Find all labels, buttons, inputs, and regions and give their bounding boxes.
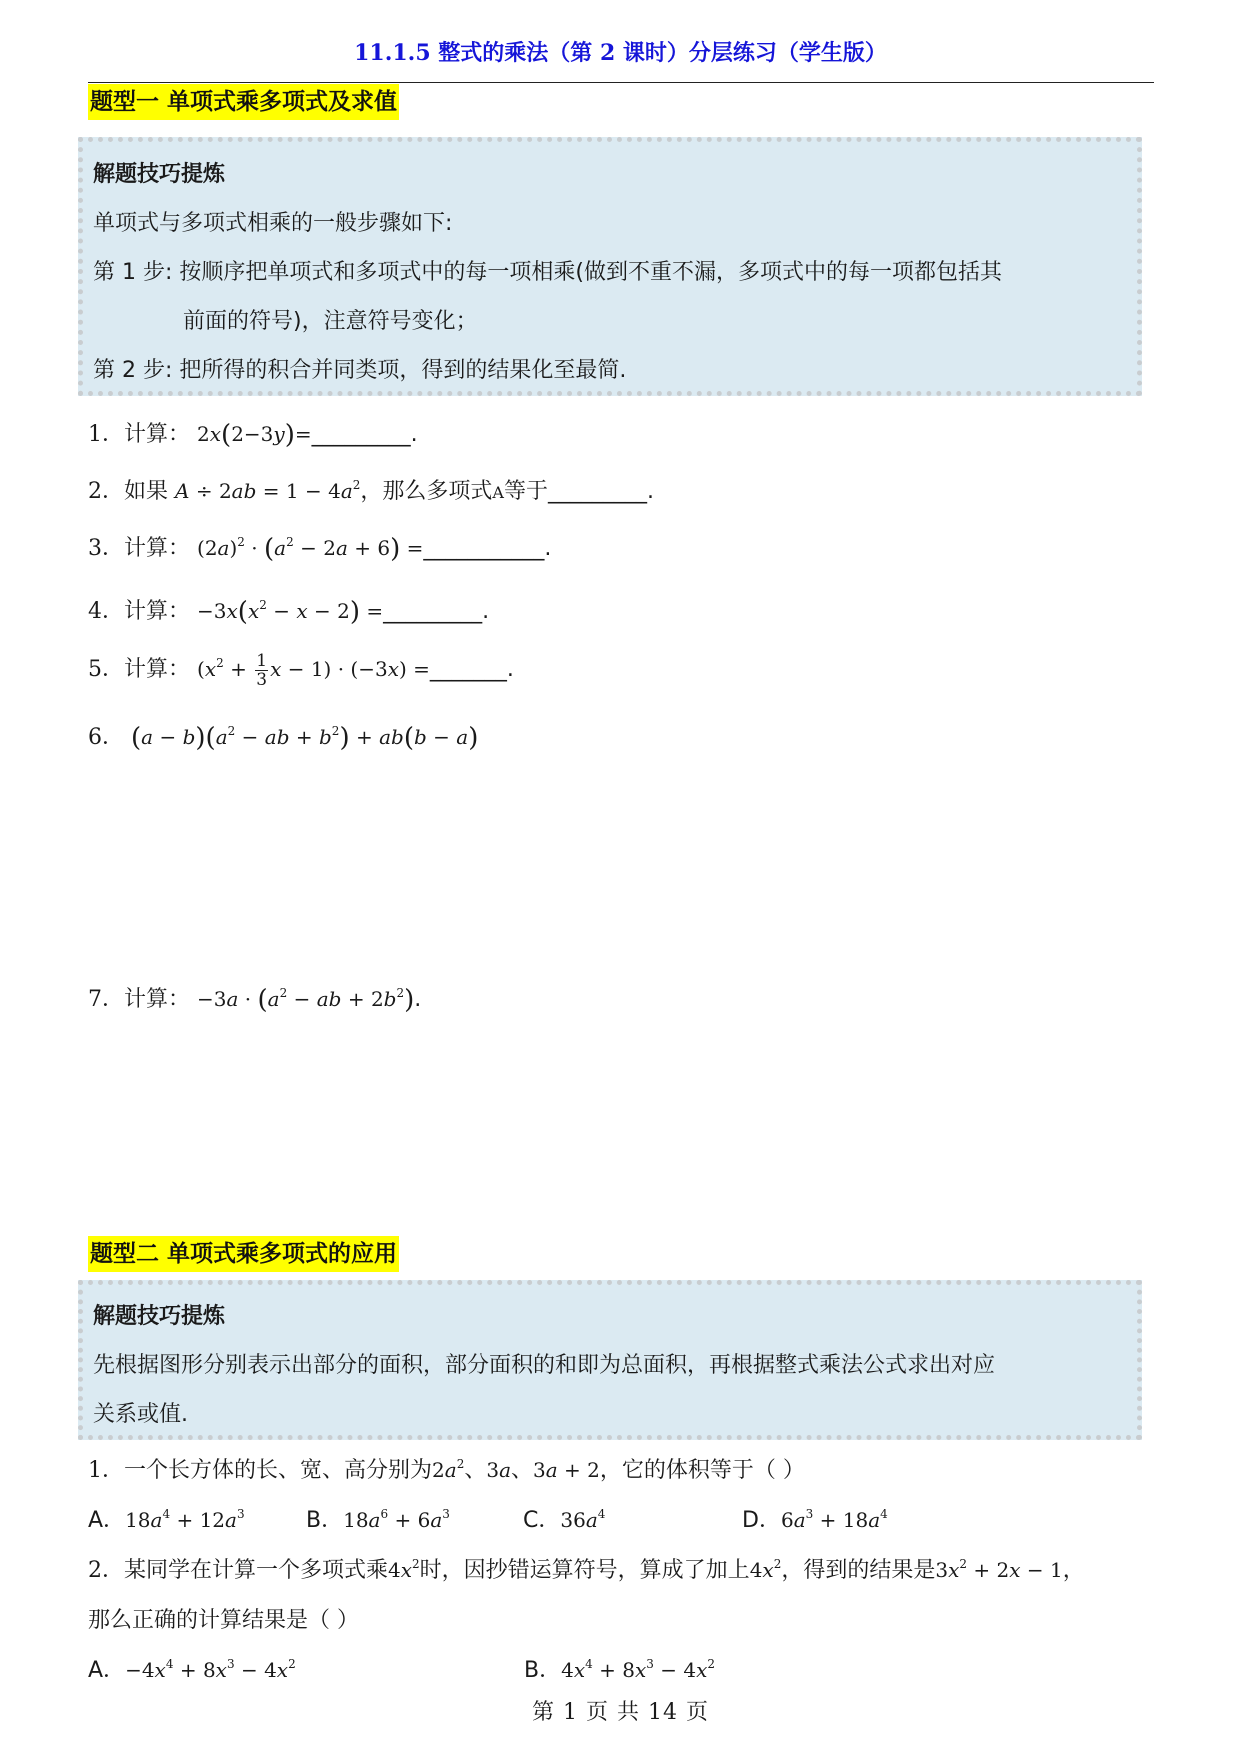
page-footer: 第 1 页 共 14 页 (532, 1700, 709, 1725)
option-b[interactable]: B．$4x^4 + 8x^3 - 4x^2$ (524, 1657, 715, 1683)
formula: 2x(2−3y)= (197, 420, 312, 450)
tips-line: 单项式与多项式相乘的一般步骤如下: (93, 211, 453, 236)
tips-box-2 (78, 1280, 1142, 1440)
tips-line: 前面的符号)，注意符号变化； (183, 309, 478, 334)
answer-blank[interactable]: ___________ (423, 536, 545, 561)
question-2-2: 2．某同学在计算一个多项式乘$4x^2$时，因抄错运算符号，算成了加上$4x^2$，得到的结果是$3x^2 + 2x - 1$， (88, 1557, 1085, 1583)
option-a[interactable]: A．$-4x^4 + 8x^3 - 4x^2$ (88, 1657, 296, 1683)
formula: $(a - b)(a^2$ − ab + $b^2) + ab(b - a)$ (131, 723, 479, 753)
answer-blank[interactable]: _______ (429, 657, 507, 682)
tips-line: 第 1 步: 按顺序把单项式和多项式中的每一项相乘(做到不重不漏，多项式中的每一项都包括其 (93, 260, 1002, 285)
question-4: 4．计算： $-3x(x^2 - x - 2)$ =_________. (88, 597, 490, 627)
section-heading-1: 题型一 单项式乘多项式及求值 (88, 84, 399, 120)
tips-box-1 (78, 137, 1142, 396)
question-2-1: 1．一个长方体的长、宽、高分别为$2a^2$、3a、3a + 2，它的体积等于（ ） (88, 1457, 805, 1483)
question-3: 3．计算： $(2a)^2 \cdot (a^2 - 2a + 6)$ =___________. (88, 534, 552, 564)
question-2: 2．如果 $A \div 2ab = 1 - 4a^2$，那么多项式A等于_________. (88, 478, 654, 504)
answer-blank[interactable]: _________ (383, 599, 483, 624)
answer-blank[interactable]: _________ (547, 479, 647, 504)
title-divider (88, 82, 1154, 83)
question-2-2-line2: 那么正确的计算结果是（ ） (88, 1608, 359, 1633)
option-c[interactable]: C．$36a^4$ (523, 1507, 606, 1533)
tips-line: 关系或值. (93, 1402, 188, 1427)
question-1: 1．计算： 2x(2−3y)=_________. (88, 420, 418, 450)
question-5: 5．计算： ($x^2$ + $\frac{1}{3}$ x − 1) · (−3x) =_______. (88, 651, 514, 690)
section-heading-2: 题型二 单项式乘多项式的应用 (88, 1236, 399, 1272)
tips-line: 先根据图形分别表示出部分的面积，部分面积的和即为总面积，再根据整式乘法公式求出对应 (93, 1353, 996, 1378)
formula: ($x^2$ + $\frac{1}{3}$ x − 1) · (−3x) = (197, 651, 430, 690)
tips-title: 解题技巧提炼 (93, 162, 226, 187)
question-7: 7．计算： $-3a \cdot (a^2$ − ab + $2b^2$). (88, 985, 422, 1015)
formula: $-3a \cdot (a^2$ − ab + $2b^2$) (197, 985, 415, 1015)
page-title: 11.1.5 整式的乘法（第 2 课时）分层练习（学生版） (354, 40, 887, 66)
tips-title: 解题技巧提炼 (93, 1304, 226, 1329)
answer-blank[interactable]: _________ (311, 422, 411, 447)
fraction: $\frac{1}{3}$ (256, 651, 268, 690)
option-a[interactable]: A．$18a^4 + 12a^3$ (88, 1507, 245, 1533)
tips-line: 第 2 步: 把所得的积合并同类项，得到的结果化至最简. (93, 358, 627, 383)
formula: $(2a)^2 \cdot (a^2 - 2a + 6)$ = (197, 534, 424, 564)
formula: $-3x(x^2 - x - 2)$ = (197, 597, 384, 627)
formula: $A \div 2ab = 1 - 4a^2$ (175, 478, 361, 503)
option-b[interactable]: B．$18a^6 + 6a^3$ (306, 1507, 450, 1533)
question-6: 6． $(a - b)(a^2$ − ab + $b^2) + ab(b - a)$ (88, 723, 479, 753)
option-d[interactable]: D．$6a^3 + 18a^4$ (742, 1507, 888, 1533)
